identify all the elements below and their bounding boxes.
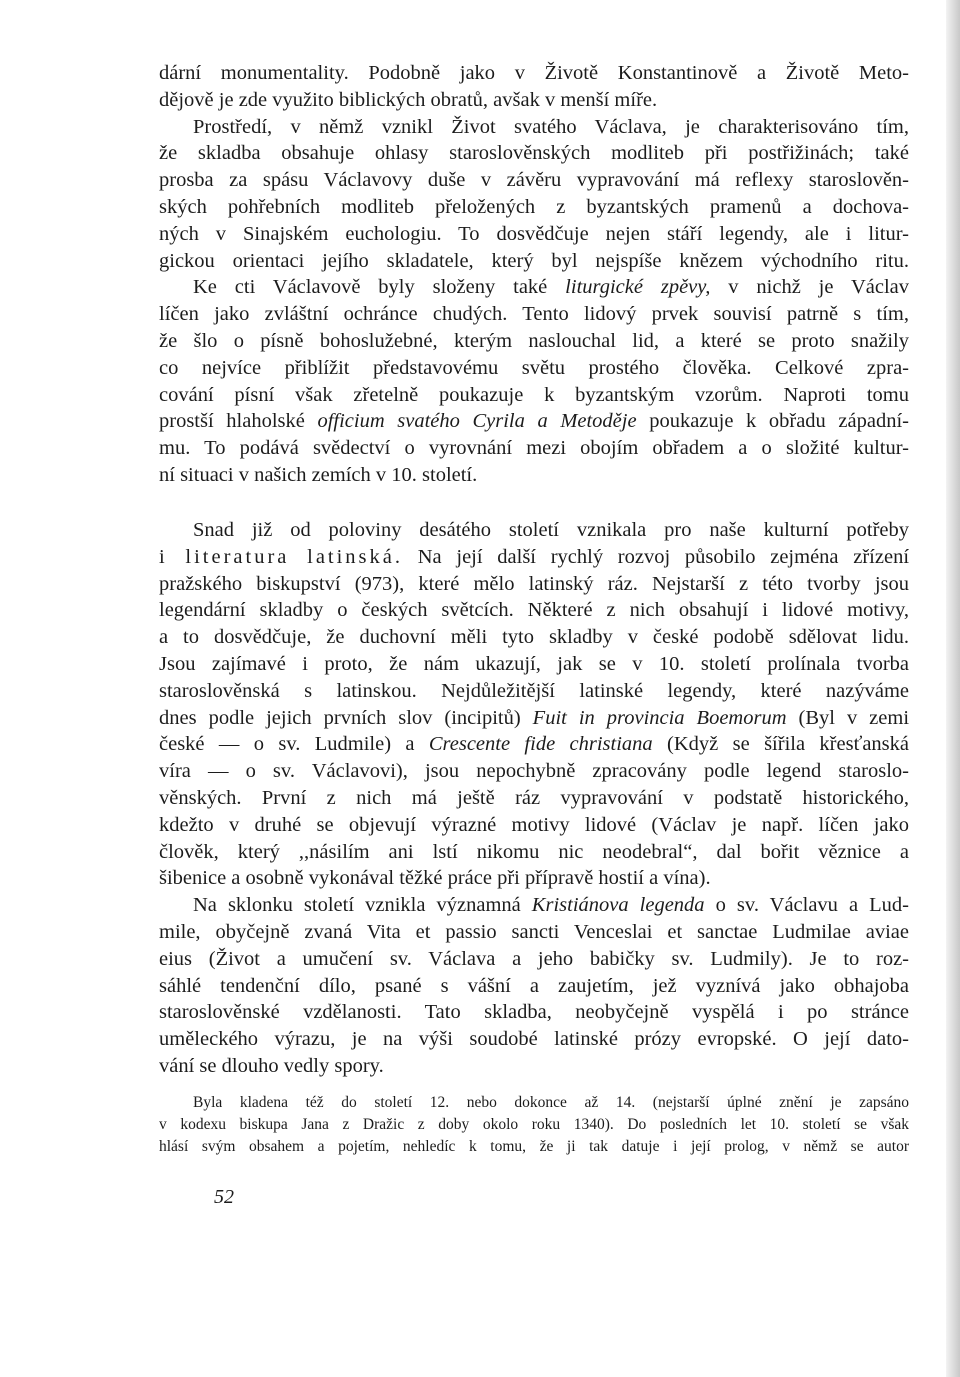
text-line: víra — o sv. Václavovi), jsou nepochybně zpracovány podle legend staroslo- xyxy=(159,760,909,783)
footnote-line: hlásí svým obsahem a pojetím, nehledíc k tomu, že ji tak datuje i její prolog, v němž se autor xyxy=(159,1138,909,1155)
text-line: eius (Život a umučení sv. Václava a jeho babičky sv. Ludmily). Je to roz- xyxy=(159,947,909,970)
text-line: staroslověnská s latinskou. Nejdůležitější latinské legendy, které nazýváme xyxy=(159,679,909,702)
text-run: dnes podle jejich prvních slov (incipitů) xyxy=(159,706,521,729)
page-edge-shadow xyxy=(946,0,960,1377)
text-line: šibenice a osobně vykonával těžké práce při přípravě hostií a vína). xyxy=(159,867,711,890)
text-line: věnských. První z nich má ještě ráz vypravování v podstatě historického, xyxy=(159,786,909,809)
text-line: že skladba obsahuje ohlasy staroslověnských modliteb při postřižinách; také xyxy=(159,142,909,165)
text-line: co nejvíce přiblížit představovému světu prostého člověka. Celkové zpra- xyxy=(159,356,909,379)
text-run: (Byl v zemi xyxy=(798,706,910,729)
footnote-line: v kodexu biskupa Jana z Dražic z doby okolo roku 1340). Do posledních let 10. století se však xyxy=(159,1116,909,1133)
text-run: o sv. Václavu a Lud- xyxy=(715,894,909,917)
text-line: vání se dlouho vedly spory. xyxy=(159,1054,384,1077)
text-line: kdežto v druhé se objevují výrazné motivy lidové (Václav je např. líčen jako xyxy=(159,813,909,836)
text-line: prosba za spásu Václavovy duše v závěru vypravování má reflexy staroslověn- xyxy=(159,169,909,192)
italic-title: Crescente fide christiana xyxy=(428,733,653,756)
spaced-emphasis: i literatura latinská. xyxy=(159,545,404,568)
text-line: pražského biskupství (973), které mělo latinský ráz. Nejstarší z této tvorby jsou xyxy=(159,572,909,595)
text-line: ní situaci v našich zemích v 10. století. xyxy=(159,463,478,486)
footnote-line: Byla kladena též do století 12. nebo dokonce až 14. (nejstarší úplné znění je zapsáno xyxy=(193,1094,909,1111)
text-run: v nichž je Václav xyxy=(728,276,910,299)
text-line: staroslověnské vzdělanosti. Tato skladba, neobyčejně vyspělá i po stránce xyxy=(159,1001,909,1024)
text-line: ských pohřebních modliteb přeložených z byzantských pramenů a dochova- xyxy=(159,195,909,218)
italic-title: Kristiánova legenda xyxy=(531,894,705,917)
text-line xyxy=(159,274,909,301)
text-line: sáhlé tendenční dílo, psané s vášní a zaujetím, jež vyznívá jako obhajoba xyxy=(159,974,909,997)
text-run: prostší hlaholské xyxy=(159,410,305,433)
text-line: dějově je zde využito biblických obratů, avšak v menší míře. xyxy=(159,88,658,111)
text-line: cování písní však zřetelně poukazuje k byzantským vzorům. Naproti tomu xyxy=(159,383,909,406)
italic-title: liturgické zpěvy, xyxy=(565,276,711,299)
page-number: 52 xyxy=(214,1186,234,1208)
italic-title: Fuit in provincia Boemorum xyxy=(532,706,787,729)
text-line: líčen jako zvláštní ochránce chudých. Tento lidový prvek souvisí patrně s tím, xyxy=(159,303,909,326)
text-line: uměleckého výrazu, je na výši soudobé latinské prózy evropské. O její dato- xyxy=(159,1028,909,1051)
text-line xyxy=(159,731,909,758)
text-line: ných v Sinajském euchologiu. To dosvědčuje nejen stáří legendy, ale i litur- xyxy=(159,222,909,245)
italic-title: officium svatého Cyrila a Metoděje xyxy=(317,410,637,433)
text-run: Na její další rychlý rozvoj působilo zejména zřízení xyxy=(417,545,910,568)
text-line: gickou orientaci jejího skladatele, který byl nejspíše knězem východního ritu. xyxy=(159,249,909,272)
text-run: Na sklonku století vznikla významná xyxy=(193,894,521,917)
text-line xyxy=(159,705,909,732)
text-line: legendární skladby o českých světcích. Některé z nich obsahují i lidové motivy, xyxy=(159,599,909,622)
text-line xyxy=(159,892,909,919)
text-line: člověk, který ,,násilím ani lstí nikomu nic neodebral“, dal bořit věznice a xyxy=(159,840,909,863)
text-line: Snad již od poloviny desátého století vznikala pro naše kulturní potřeby xyxy=(193,519,909,541)
text-run: české — o sv. Ludmile) a xyxy=(159,733,415,756)
text-line xyxy=(159,408,909,435)
text-run: poukazuje k obřadu západní- xyxy=(649,410,909,433)
text-line: dární monumentality. Podobně jako v Životě Konstantinově a Životě Meto- xyxy=(159,62,909,84)
text-line xyxy=(159,544,909,571)
body-section-2 xyxy=(159,517,909,1080)
text-line: mile, obyčejně zvaná Vita et passio sancti Venceslai et sanctae Ludmilae aviae xyxy=(159,920,909,943)
text-line: mu. To podává svědectví o vyrovnání mezi obojím obřadem a o složité kultur- xyxy=(159,437,909,460)
body-section-1 xyxy=(159,60,909,489)
footnote xyxy=(159,1092,909,1158)
text-line: a to dosvědčuje, že duchovní měli tyto skladby v české podobě sdělovat lidu. xyxy=(159,626,909,649)
text-line: Jsou zajímavé i proto, že nám ukazují, jak se v 10. století prolínala tvorba xyxy=(159,652,909,675)
text-run: (Když se šířila křesťanská xyxy=(667,733,910,756)
text-line: že šlo o písně bohoslužebné, kterým naslouchal lid, a které se proto snažily xyxy=(159,329,909,352)
text-line: Prostředí, v němž vznikl Život svatého Václava, je charakterisováno tím, xyxy=(193,115,909,138)
text-run: Ke cti Václavově byly složeny také xyxy=(193,276,548,299)
